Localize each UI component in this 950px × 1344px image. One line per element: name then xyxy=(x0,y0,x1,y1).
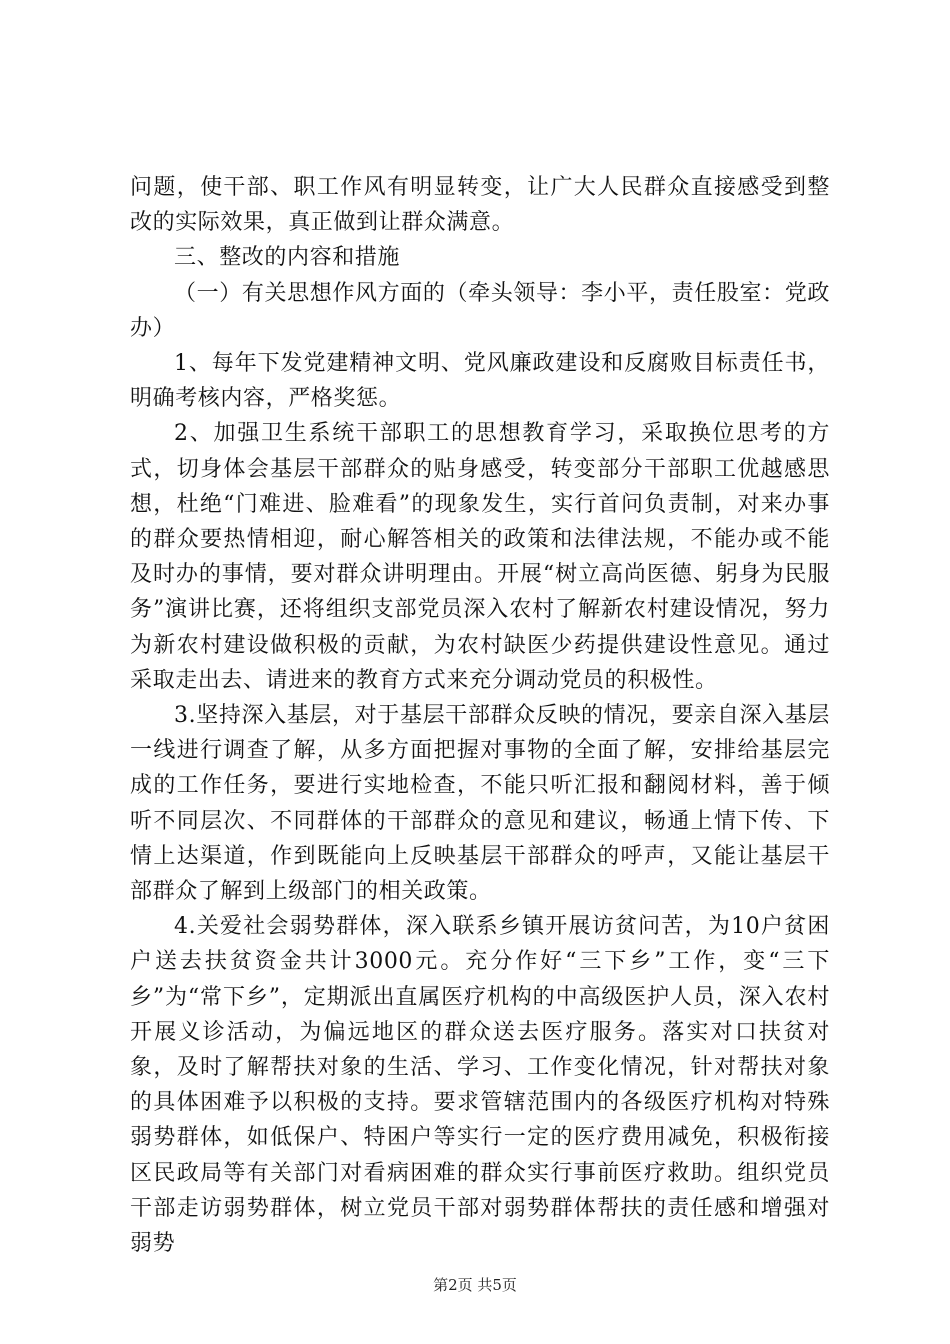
page-number-footer: 第2页 共5页 xyxy=(433,1276,517,1294)
paragraph-item-4: 4.关爱社会弱势群体，深入联系乡镇开展访贫问苦，为10户贫困户送去扶贫资金共计3000元。充分作好“三下乡”工作，变“三下乡”为“常下乡”，定期派出直属医疗机构的中高级医护人员，深入农村开展义诊活动，为偏远地区的群众送去医疗服务。落实对口扶贫对象，及时了解帮扶对象的生活、学习、工作变化情况，针对帮扶对象的具体困难予以积极的支持。要求管辖范围内的各级医疗机构对特殊弱势群体，如低保户、特困户等实行一定的医疗费用减免，积极衔接区民政局等有关部门对看病困难的群众实行事前医疗救助。组织党员干部走访弱势群体，树立党员干部对弱势群体帮扶的责任感和增强对弱势 xyxy=(130,914,830,1257)
paragraph-item-3: 3.坚持深入基层，对于基层干部群众反映的情况，要亲自深入基层一线进行调查了解，从多方面把握对事物的全面了解，安排给基层完成的工作任务，要进行实地检查，不能只听汇报和翻阅材料，善于倾听不同层次、不同群体的干部群众的意见和建议，畅通上情下传、下情上达渠道，作到既能向上反映基层干部群众的呼声，又能让基层干部群众了解到上级部门的相关政策。 xyxy=(130,703,830,905)
paragraph-item-1: 1、每年下发党建精神文明、党风廉政建设和反腐败目标责任书，明确考核内容，严格奖惩。 xyxy=(130,351,830,412)
section-heading: 三、整改的内容和措施 xyxy=(174,245,401,271)
subsection-heading: （一）有关思想作风方面的（牵头领导：李小平，责任股室：党政办） xyxy=(130,280,830,341)
document-body xyxy=(130,170,830,1261)
paragraph-continuation: 问题，使干部、职工作风有明显转变，让广大人民群众直接感受到整改的实际效果，真正做到让群众满意。 xyxy=(130,175,830,236)
paragraph-item-2: 2、加强卫生系统干部职工的思想教育学习，采取换位思考的方式，切身体会基层干部群众的贴身感受，转变部分干部职工优越感思想，杜绝“门难进、脸难看”的现象发生，实行首问负责制，对来办事的群众要热情相迎，耐心解答相关的政策和法律法规，不能办或不能及时办的事情，要对群众讲明理由。开展“树立高尚医德、躬身为民服务”演讲比赛，还将组织支部党员深入农村了解新农村建设情况，努力为新农村建设做积极的贡献，为农村缺医少药提供建设性意见。通过采取走出去、请进来的教育方式来充分调动党员的积极性。 xyxy=(130,421,830,693)
